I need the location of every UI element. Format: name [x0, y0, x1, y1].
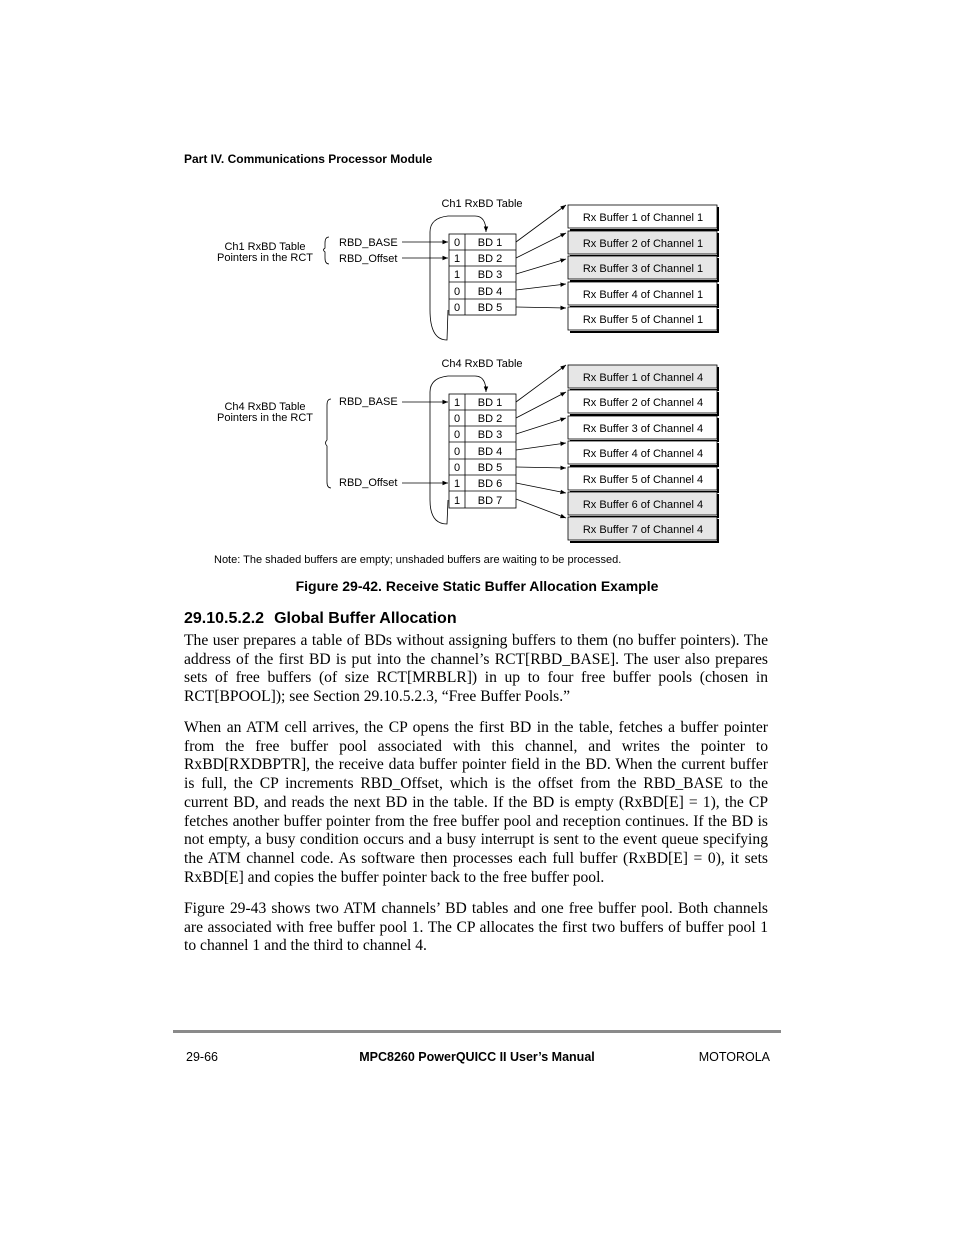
- ch4-rx-buffer-4-label: Rx Buffer 4 of Channel 4: [582, 448, 704, 460]
- running-header: Part IV. Communications Processor Module: [184, 152, 433, 166]
- ch4-table-title: Ch4 RxBD Table: [441, 358, 523, 370]
- ch1-bd5-e-bit: 0: [453, 302, 461, 314]
- section-title: Global Buffer Allocation: [274, 610, 457, 627]
- ch4-rx-buffer-3-label: Rx Buffer 3 of Channel 4: [582, 423, 704, 435]
- ch1-bd5-label: BD 5: [477, 302, 503, 314]
- ch4-rx-buffer-7-label: Rx Buffer 7 of Channel 4: [582, 524, 704, 536]
- ch4-rbd-offset-label: RBD_Offset: [339, 477, 398, 489]
- ch1-bd2-e-bit: 1: [453, 253, 461, 265]
- ch4-bd6-e-bit: 1: [453, 478, 461, 490]
- footer-rule: [173, 1030, 781, 1033]
- ch4-bd1-e-bit: 1: [453, 397, 461, 409]
- ch1-bd3-e-bit: 1: [453, 269, 461, 281]
- ch1-bd1-e-bit: 0: [453, 237, 461, 249]
- ch4-bd2-label: BD 2: [477, 413, 503, 425]
- ch4-bd3-e-bit: 0: [453, 429, 461, 441]
- ch4-bd5-label: BD 5: [477, 462, 503, 474]
- ch4-pointers-label-line2: Pointers in the RCT: [217, 412, 313, 424]
- ch4-rx-buffer-6-label: Rx Buffer 6 of Channel 4: [582, 499, 704, 511]
- ch1-bd4-label: BD 4: [477, 286, 503, 298]
- footer-manual-title: MPC8260 PowerQUICC II User’s Manual: [359, 1050, 595, 1064]
- ch4-bd3-label: BD 3: [477, 429, 503, 441]
- section-heading: [184, 610, 467, 628]
- ch1-rx-buffer-3-label: Rx Buffer 3 of Channel 1: [582, 263, 704, 275]
- ch1-rx-buffer-2-label: Rx Buffer 2 of Channel 1: [582, 238, 704, 250]
- ch1-pointers-brace: [324, 237, 330, 264]
- paragraph-3: Figure 29-43 shows two ATM channels’ BD tables and one free buffer pool. Both channels are associated with free buffer pool 1. The CP allocates the first two buffers of buffer pool 1 to channel 1 and the third to channel 4.: [184, 900, 768, 955]
- footer-company: MOTOROLA: [698, 1050, 770, 1064]
- ch4-bd7-e-bit: 1: [453, 495, 461, 507]
- paragraph-1: The user prepares a table of BDs without assigning buffers to them (no buffer pointers). The address of the first BD is put into the channel’s RCT[RBD_BASE]. The user also prepares sets of free buffers (of size RCT[MRBLR]) in up to four free buffer pools (chosen in RCT[BPOOL]); see Section 29.10.5.2.3, “Free Buffer Pools.”: [184, 632, 768, 706]
- ch4-rx-buffer-5-label: Rx Buffer 5 of Channel 4: [582, 474, 704, 486]
- ch4-rbd-base-label: RBD_BASE: [339, 396, 398, 408]
- paragraph-2: When an ATM cell arrives, the CP opens the first BD in the table, fetches a buffer pointer from the free buffer pool associated with this channel, and writes the pointer to RxBD[RXDBPTR], the receive data buffer pointer field in the BD. When the current buffer is full, the CP increments RBD_Offset, which is the offset from the RBD_BASE to the current BD, and reads the next BD in the table. If the BD is empty (RxBD[E] = 1), the CP fetches another buffer pointer from the free buffer pool and reception continues. If the BD is not empty, a busy condition occurs and a busy interrupt is sent to the event queue specifying the ATM channel code. As software then processes each full buffer (RxBD[E] = 0), it sets RxBD[E] and copies the buffer pointer back to the free buffer pool.: [184, 719, 768, 886]
- ch1-rbd-base-label: RBD_BASE: [339, 237, 398, 249]
- ch4-bd2-e-bit: 0: [453, 413, 461, 425]
- ch1-bd4-e-bit: 0: [453, 286, 461, 298]
- figure-caption: Figure 29-42. Receive Static Buffer Allocation Example: [295, 578, 659, 594]
- ch1-bd3-label: BD 3: [477, 269, 503, 281]
- ch1-bd2-label: BD 2: [477, 253, 503, 265]
- ch1-pointers-label-line2: Pointers in the RCT: [217, 252, 313, 264]
- figure-note: Note: The shaded buffers are empty; unshaded buffers are waiting to be processed.: [214, 554, 622, 566]
- ch4-bd7-label: BD 7: [477, 495, 503, 507]
- ch4-bd5-e-bit: 0: [453, 462, 461, 474]
- ch1-pointers-label-line1: Ch1 RxBD Table: [224, 241, 306, 253]
- footer-page-number: 29-66: [186, 1050, 218, 1064]
- ch4-bd1-label: BD 1: [477, 397, 503, 409]
- ch1-rbd-offset-label: RBD_Offset: [339, 253, 398, 265]
- ch4-pointers-label-line1: Ch4 RxBD Table: [224, 401, 306, 413]
- section-number: 29.10.5.2.2: [184, 610, 265, 627]
- ch4-bd6-label: BD 6: [477, 478, 503, 490]
- channel-1-diagram: [217, 198, 719, 340]
- ch1-rx-buffer-5-label: Rx Buffer 5 of Channel 1: [582, 314, 704, 326]
- ch4-bd4-e-bit: 0: [453, 446, 461, 458]
- ch4-pointers-brace: [326, 399, 332, 488]
- ch1-table-title: Ch1 RxBD Table: [441, 198, 523, 210]
- ch4-rx-buffer-1-label: Rx Buffer 1 of Channel 4: [582, 372, 704, 384]
- ch1-bd1-label: BD 1: [477, 237, 503, 249]
- ch1-rx-buffer-1-label: Rx Buffer 1 of Channel 1: [582, 212, 704, 224]
- ch1-rx-buffer-4-label: Rx Buffer 4 of Channel 1: [582, 289, 704, 301]
- ch4-rx-buffer-2-label: Rx Buffer 2 of Channel 4: [582, 397, 704, 409]
- ch4-bd4-label: BD 4: [477, 446, 503, 458]
- channel-4-diagram: [217, 358, 719, 543]
